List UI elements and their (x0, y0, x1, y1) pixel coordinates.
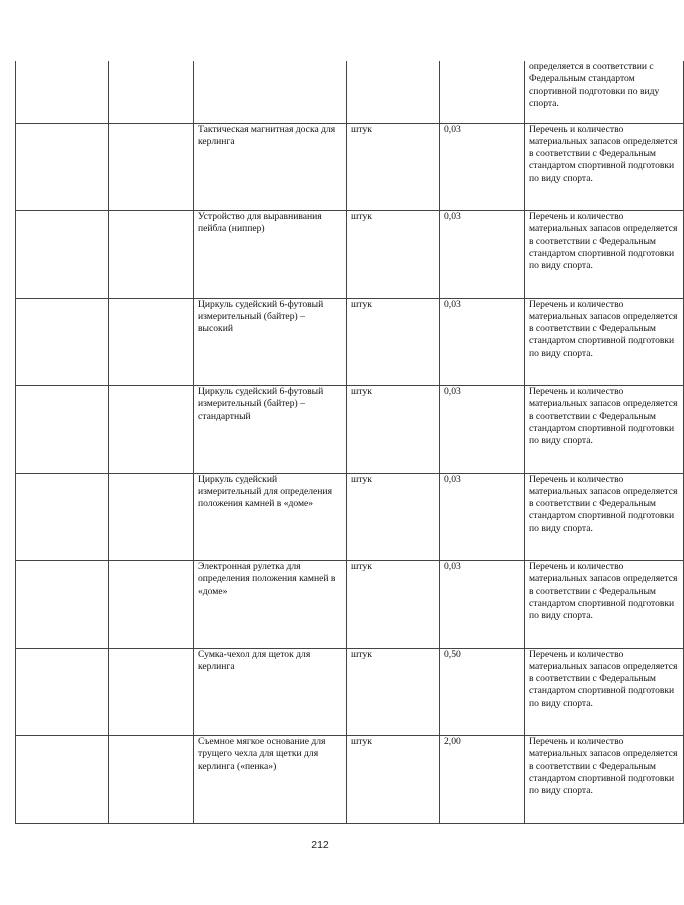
subsection-cell (109, 473, 194, 561)
note-cell: Перечень и количество материальных запасов определяется в соответствии с Федеральным стандартом спортивной подготовки по виду спорта. (525, 123, 684, 211)
table-row (16, 473, 684, 561)
materials-table-body (16, 61, 684, 823)
subsection-cell (109, 736, 194, 824)
note-cell: Перечень и количество материальных запасов определяется в соответствии с Федеральным стандартом спортивной подготовки по виду спорта. (525, 736, 684, 824)
qty-cell (440, 61, 525, 123)
unit-cell: штук (347, 736, 440, 824)
section-cell (16, 736, 109, 824)
materials-table (15, 61, 684, 824)
unit-cell: штук (347, 648, 440, 736)
subsection-cell (109, 123, 194, 211)
section-cell (16, 211, 109, 299)
name-cell: Съемное мягкое основание для трущего чехла для щетки для керлинга («пенка») (194, 736, 347, 824)
qty-cell: 0,03 (440, 211, 525, 299)
qty-cell: 0,03 (440, 473, 525, 561)
note-cell: Перечень и количество материальных запасов определяется в соответствии с Федеральным стандартом спортивной подготовки по виду спорта. (525, 211, 684, 299)
table-row (16, 298, 684, 386)
unit-cell: штук (347, 561, 440, 649)
subsection-cell (109, 298, 194, 386)
note-cell: Перечень и количество материальных запасов определяется в соответствии с Федеральным стандартом спортивной подготовки по виду спорта. (525, 298, 684, 386)
table-row-continuation (16, 61, 684, 123)
page-number: 212 (311, 839, 329, 851)
note-cell: Перечень и количество материальных запасов определяется в соответствии с Федеральным стандартом спортивной подготовки по виду спорта. (525, 561, 684, 649)
name-cell: Электронная рулетка для определения положения камней в «доме» (194, 561, 347, 649)
table-row (16, 211, 684, 299)
qty-cell: 0,03 (440, 298, 525, 386)
unit-cell: штук (347, 123, 440, 211)
note-cell: Перечень и количество материальных запасов определяется в соответствии с Федеральным стандартом спортивной подготовки по виду спорта. (525, 386, 684, 474)
name-cell: Циркуль судейский 6-футовый измерительный (байтер) – высокий (194, 298, 347, 386)
subsection-cell (109, 561, 194, 649)
name-cell: Циркуль судейский измерительный для определения положения камней в «доме» (194, 473, 347, 561)
table-row (16, 386, 684, 474)
name-cell: Тактическая магнитная доска для керлинга (194, 123, 347, 211)
name-cell (194, 61, 347, 123)
section-cell (16, 648, 109, 736)
section-cell (16, 61, 109, 123)
qty-cell: 0,03 (440, 386, 525, 474)
section-cell (16, 561, 109, 649)
qty-cell: 0,03 (440, 561, 525, 649)
name-cell: Сумка-чехол для щеток для керлинга (194, 648, 347, 736)
note-cell: определяется в соответствии с Федеральным стандартом спортивной подготовки по виду спорта. (525, 61, 684, 123)
unit-cell: штук (347, 386, 440, 474)
unit-cell (347, 61, 440, 123)
note-cell: Перечень и количество материальных запасов определяется в соответствии с Федеральным стандартом спортивной подготовки по виду спорта. (525, 648, 684, 736)
qty-cell: 2,00 (440, 736, 525, 824)
qty-cell: 0,50 (440, 648, 525, 736)
table-row (16, 648, 684, 736)
table-row (16, 736, 684, 824)
table-row (16, 561, 684, 649)
unit-cell: штук (347, 473, 440, 561)
name-cell: Устройство для выравнивания пейбла (ниппер) (194, 211, 347, 299)
section-cell (16, 123, 109, 211)
section-cell (16, 386, 109, 474)
unit-cell: штук (347, 298, 440, 386)
subsection-cell (109, 211, 194, 299)
unit-cell: штук (347, 211, 440, 299)
subsection-cell (109, 61, 194, 123)
qty-cell: 0,03 (440, 123, 525, 211)
section-cell (16, 298, 109, 386)
section-cell (16, 473, 109, 561)
note-cell: Перечень и количество материальных запасов определяется в соответствии с Федеральным стандартом спортивной подготовки по виду спорта. (525, 473, 684, 561)
subsection-cell (109, 648, 194, 736)
subsection-cell (109, 386, 194, 474)
name-cell: Циркуль судейский 6-футовый измерительный (байтер) – стандартный (194, 386, 347, 474)
table-row (16, 123, 684, 211)
